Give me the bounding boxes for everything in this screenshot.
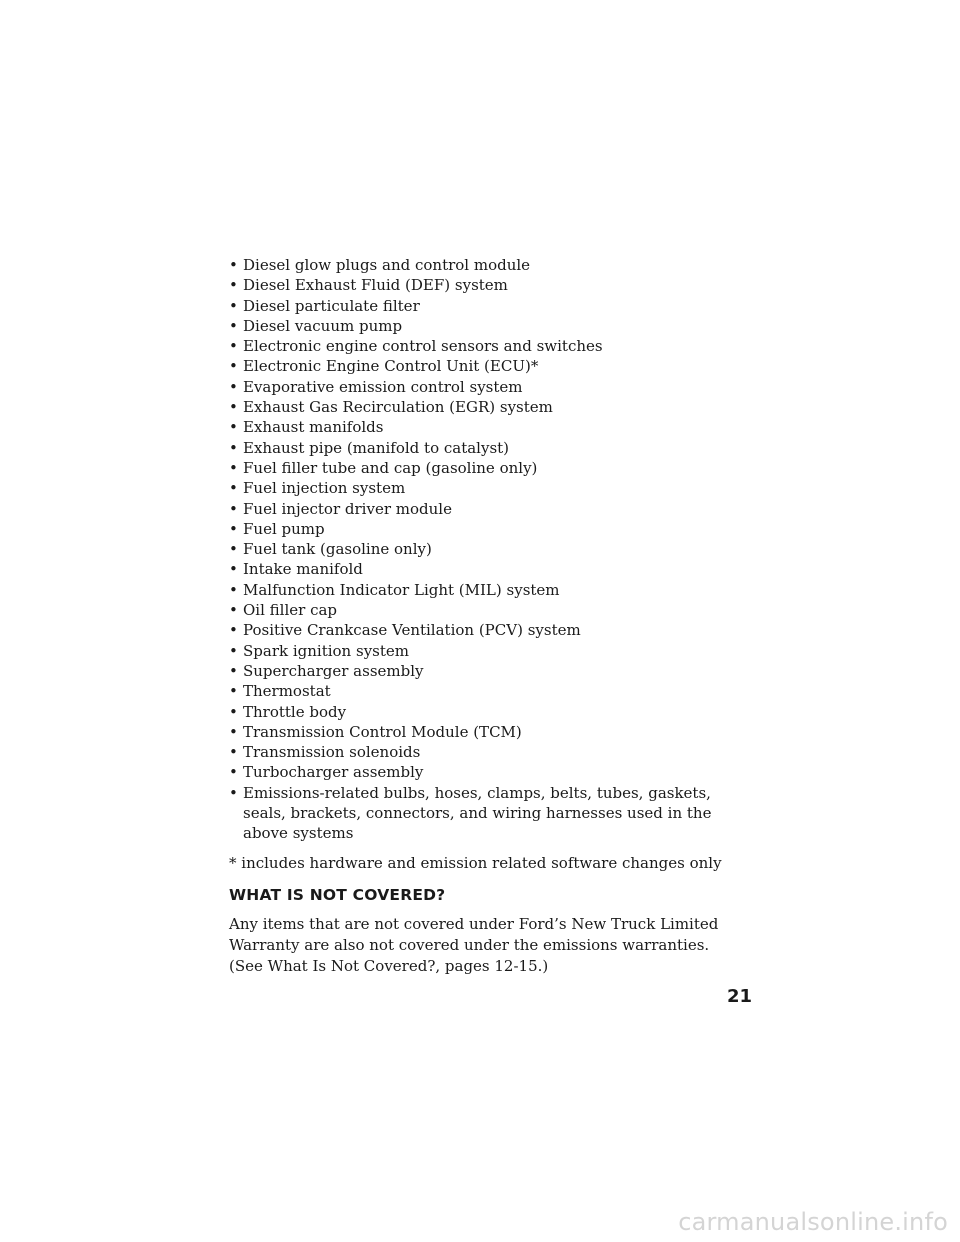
- list-item-text: Positive Crankcase Ventilation (PCV) system: [243, 621, 581, 640]
- bullet-icon: •: [229, 398, 238, 417]
- list-item-text: Exhaust Gas Recirculation (EGR) system: [243, 398, 553, 417]
- bullet-icon: •: [229, 601, 238, 620]
- list-item: [229, 762, 749, 782]
- footnote: * includes hardware and emission related software changes only: [229, 853, 722, 872]
- list-item: [229, 438, 749, 458]
- list-item: [229, 580, 749, 600]
- bullet-icon: •: [229, 641, 238, 660]
- page-content: [229, 255, 749, 977]
- list-item-text: Diesel glow plugs and control module: [243, 256, 531, 274]
- bullet-icon: •: [229, 316, 238, 335]
- list-item: [229, 620, 749, 640]
- list-item: [229, 296, 749, 316]
- list-item: [229, 783, 733, 844]
- page-number: 21: [726, 986, 752, 1007]
- list-item-text: Intake manifold: [243, 560, 363, 579]
- list-item-text: Fuel injection system: [243, 479, 406, 498]
- list-item: [229, 702, 749, 722]
- list-item: [229, 336, 749, 356]
- bullet-icon: •: [229, 661, 238, 680]
- bullet-icon: •: [229, 743, 238, 762]
- list-item: [229, 499, 749, 519]
- list-item: [229, 397, 749, 417]
- bullet-icon: •: [229, 499, 238, 518]
- covered-parts-list: [229, 255, 749, 844]
- bullet-icon: •: [229, 438, 238, 457]
- list-item-text: Fuel injector driver module: [243, 499, 452, 518]
- list-item: [229, 417, 749, 437]
- list-item-text: Oil filler cap: [243, 601, 338, 620]
- bullet-icon: •: [229, 357, 238, 376]
- bullet-icon: •: [229, 763, 238, 782]
- list-item-text: Thermostat: [243, 682, 331, 701]
- bullet-icon: •: [229, 458, 238, 477]
- list-item-text: Evaporative emission control system: [243, 377, 523, 396]
- bullet-icon: •: [229, 682, 238, 701]
- list-item: [229, 275, 749, 295]
- list-item-text: Transmission solenoids: [243, 743, 421, 762]
- list-item-text: Emissions-related bulbs, hoses, clamps, belts, tubes, gaskets, seals, brackets, connectors, and wiring harnesses used in the above systems: [243, 783, 712, 843]
- list-item-text: Electronic engine control sensors and switches: [243, 337, 603, 356]
- list-item-text: Fuel filler tube and cap (gasoline only): [243, 458, 538, 477]
- bullet-icon: •: [229, 337, 238, 356]
- watermark: carmanualsonline.info: [678, 1208, 948, 1236]
- list-item: [229, 478, 749, 498]
- list-item: [229, 539, 749, 559]
- bullet-icon: •: [229, 296, 238, 315]
- bullet-icon: •: [229, 722, 238, 741]
- bullet-icon: •: [229, 276, 238, 295]
- bullet-icon: •: [229, 479, 238, 498]
- list-item-text: Electronic Engine Control Unit (ECU)*: [243, 357, 539, 376]
- list-item-text: Diesel particulate filter: [243, 296, 420, 315]
- bullet-icon: •: [229, 519, 238, 538]
- bullet-icon: •: [229, 702, 238, 721]
- bullet-icon: •: [229, 783, 238, 802]
- list-item-text: Fuel pump: [243, 519, 325, 538]
- list-item: [229, 600, 749, 620]
- list-item: [229, 681, 749, 701]
- bullet-icon: •: [229, 540, 238, 559]
- list-item: [229, 559, 749, 579]
- list-item-text: Throttle body: [243, 702, 347, 721]
- bullet-icon: •: [229, 377, 238, 396]
- list-item: [229, 519, 749, 539]
- bullet-icon: •: [229, 256, 238, 274]
- list-item: [229, 661, 749, 681]
- bullet-icon: •: [229, 621, 238, 640]
- list-item-text: Exhaust pipe (manifold to catalyst): [243, 438, 510, 457]
- bullet-icon: •: [229, 418, 238, 437]
- list-item: [229, 356, 749, 376]
- list-item-text: Fuel tank (gasoline only): [243, 540, 432, 559]
- list-item-text: Transmission Control Module (TCM): [243, 722, 522, 741]
- list-item: [229, 316, 749, 336]
- bullet-icon: •: [229, 580, 238, 599]
- list-item: [229, 377, 749, 397]
- section-paragraph: Any items that are not covered under Ford’s New Truck Limited Warranty are also not covered under the emissions warranties. (See What Is Not Covered?, pages 12-15.): [229, 914, 719, 975]
- list-item-text: Diesel vacuum pump: [243, 316, 403, 335]
- list-item-text: Diesel Exhaust Fluid (DEF) system: [243, 276, 508, 295]
- list-item-text: Exhaust manifolds: [243, 418, 384, 437]
- list-item-text: Spark ignition system: [243, 641, 409, 660]
- list-item-text: Supercharger assembly: [243, 661, 424, 680]
- list-item-text: Malfunction Indicator Light (MIL) system: [243, 580, 560, 599]
- list-item-text: Turbocharger assembly: [243, 763, 424, 782]
- list-item: [229, 742, 749, 762]
- list-item: [229, 255, 749, 275]
- bullet-icon: •: [229, 560, 238, 579]
- list-item: [229, 722, 749, 742]
- list-item: [229, 458, 749, 478]
- section-heading: WHAT IS NOT COVERED?: [229, 885, 446, 904]
- list-item: [229, 641, 749, 661]
